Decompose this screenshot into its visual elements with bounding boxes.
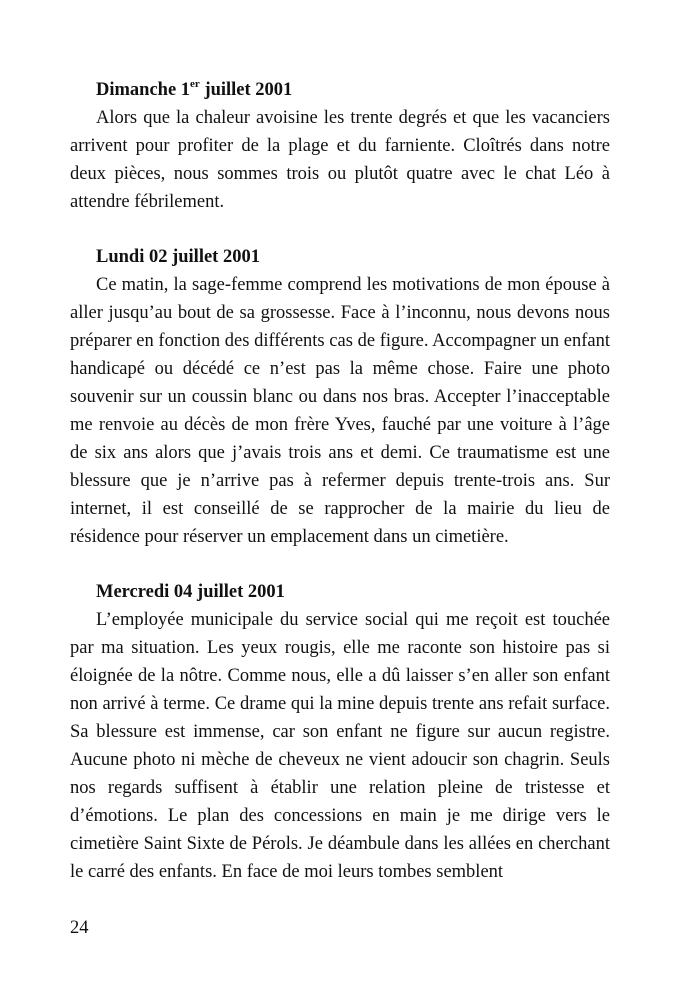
entry-paragraph: L’employée municipale du service social qui me reçoit est touchée par ma situation. Les yeux rougis, elle me raconte son histoire pas si éloignée de la nôtre. Comme nous, elle a dû laisser s’en aller son enfant non arrivé à terme. Ce drame qui la mine depuis trente ans refait surface. Sa blessure est immense, car son enfant ne figure sur aucun registre. Aucune photo ni mèche de cheveux ne vient adoucir son chagrin. Seuls nos regards suffisent à établir une relation pleine de tristesse et d’émotions. Le plan des concessions en main je me dirige vers le cimetière Saint Sixte de Pérols. Je déambule dans les allées en cherchant le carré des enfants. En face de moi leurs tombes semblent <box>70 610 610 882</box>
entry-date: Lundi 02 juillet 2001 <box>96 247 260 267</box>
diary-entry-3 <box>70 578 610 886</box>
diary-entry-2 <box>70 243 610 551</box>
entry-paragraph: Alors que la chaleur avoisine les trente degrés et que les vacanciers arrivent pour profiter de la plage et du farniente. Cloîtrés dans notre deux pièces, nous sommes trois ou plutôt quatre avec le chat Léo à attendre fébrilement. <box>70 108 610 212</box>
page-number: 24 <box>70 918 89 938</box>
entry-date-text: Dimanche 1 <box>96 80 191 100</box>
page-body <box>70 76 610 913</box>
entry-date-superscript: er <box>190 77 200 90</box>
entry-date: Mercredi 04 juillet 2001 <box>96 582 285 602</box>
entry-date-text-rest: juillet 2001 <box>199 80 293 100</box>
entry-paragraph: Ce matin, la sage-femme comprend les motivations de mon épouse à aller jusqu’au bout de sa grossesse. Face à l’inconnu, nous devons nous préparer en fonction des différents cas de figure. Accompagner un enfant handicapé ou décédé ce n’est pas la même chose. Faire une photo souvenir sur un coussin blanc ou dans nos bras. Accepter l’inacceptable me renvoie au décès de mon frère Yves, fauché par une voiture à l’âge de six ans alors que j’avais trois ans et demi. Ce traumatisme est une blessure que je n’arrive pas à refermer depuis trente-trois ans. Sur internet, il est conseillé de se rapprocher de la mairie du lieu de résidence pour réserver un emplacement dans un cimetière. <box>70 275 610 547</box>
entry-date <box>70 76 610 104</box>
diary-entry-1 <box>70 76 610 216</box>
